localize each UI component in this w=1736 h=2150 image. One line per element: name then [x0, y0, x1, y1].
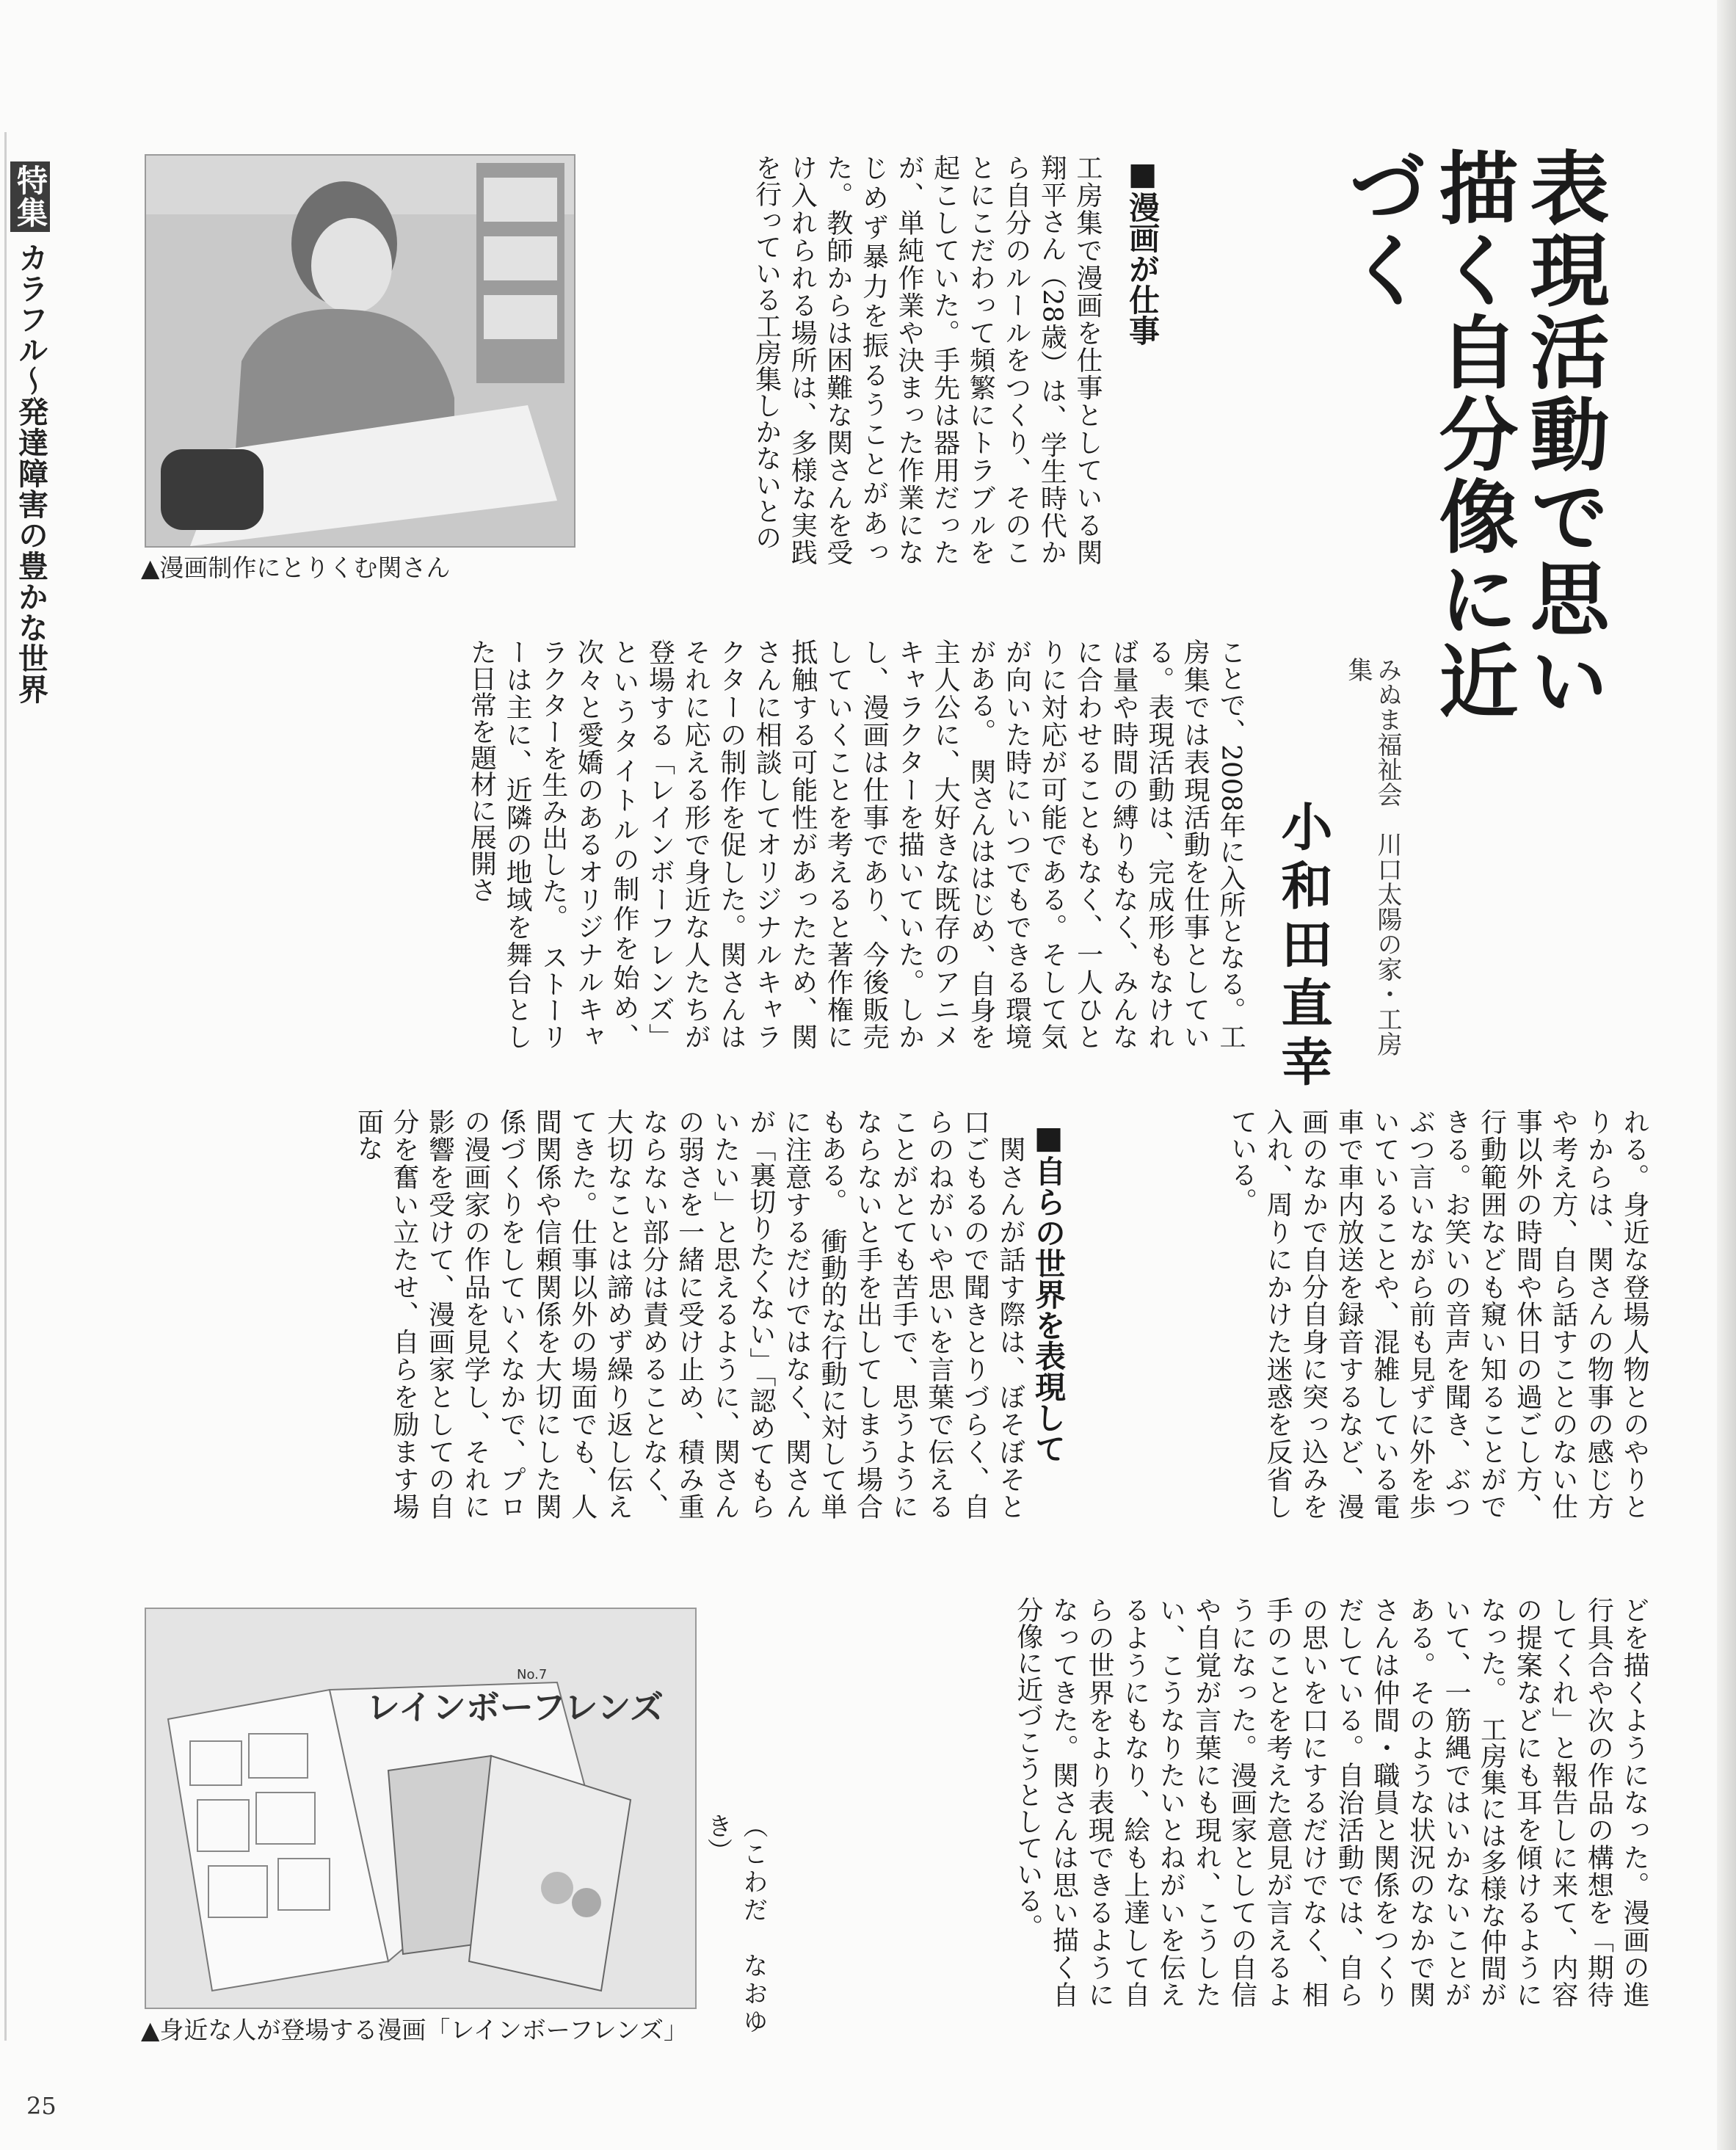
photo-artist-illustration [146, 156, 574, 546]
comic-issue-number: No.7 [517, 1667, 548, 1682]
author-organization: みぬま福祉会 川口太陽の家・工房集 [1343, 657, 1402, 1056]
body-column-2: ことで、2008年に入所となる。工房集では表現活動を仕事としている。表現活動は、完成形もなければ量や時間の縛りもなく、みんなに合わせることもなく、一人ひとりに対応が可能である。そして気が向いた時にいつでもできる環境がある。 関さんははじめ、自身を主人公に、大好きな既存のアニメキャラクターを描いていた。しかし、漫画は仕事であり、今後販売していくことを考えると著作権に抵触する可能性があったため、関さんに相談してオリジナルキャラクターの制作を促した。関さんはそれに応える形で身近な人たちが登場する「レインボーフレンズ」というタイトルの制作を始め、次々と愛嬌のあるオリジナルキャラクターを生み出した。 ストーリーは主に、近隣の地域を舞台とした日常を題材に展開さ [466, 639, 1246, 1050]
body-column-3b: 関さんが話す際は、ぼそぼそと口ごもるので聞きとりづらく、自らのねがいや思いを言葉で伝えることがとても苦手で、思うようにならないと手を出してしまう場合もある。 衝動的な行動に対して単に注意するだけではなく、関さんが「裏切りたくない」「認めてもらいたい」と思えるように、関さんの弱さを一緒に受け止め、積み重ならない部分は責めることなく、大切なことは諦めず繰り返し伝えてきた。仕事以外の場面でも、人間関係や信頼関係を大切にした関係づくりをしていくなかで、プロの漫画家の作品を見学し、それに影響を受けて、漫画家としての自分を奮い立たせ、自らを励ます場面な [353, 1108, 1025, 1519]
body-column-3a: れる。身近な登場人物とのやりとりからは、関さんの物事の感じ方や考え方、自ら話すことのない仕事以外の時間や休日の過ごし方、行動範囲なども窺い知ることができる。お笑いの音声を聞き、ぶつぶつ言いながら前も見ずに外を歩いていることや、混雑している電車で車内放送を録音するなど、漫画のなかで自分自身に突っ込みを入れ、周りにかけた迷惑を反省している。 [1227, 1108, 1649, 1519]
photo-artist-drawing [145, 154, 575, 548]
article-title: 表現活動で思い描く自分像に近づく [1334, 147, 1608, 722]
section-heading-manga: ■漫画が仕事 [1125, 156, 1161, 346]
page-number: 25 [26, 2092, 57, 2120]
body-column-4: どを描くようになった。漫画の進行具合や次の作品の構想を「期待してくれ」と報告しに来て、内容の提案などにも耳を傾けるようになった。 工房集には多様な仲間がいて、一筋縄ではいかないことがある。そのような状況のなかで関さんは仲間・職員と関係をつくりだしている。自治活動では、自らの思いを口にするだけでなく、相手のことを考えた意見が言えるようになった。漫画家としての自信や自覚が言葉にも現れ、こうしたい、こうなりたいとねがいを伝えるようにもなり、絵も上達して自らの世界をより表現できるようになってきた。関さんは思い描く自分像に近づこうとしている。 [1012, 1597, 1649, 2008]
photo-comic-books [145, 1608, 697, 2009]
comic-cover-title: レインボーフレンズ [366, 1688, 664, 1727]
section-heading-own-world: ■自らの世界を表現して [1031, 1119, 1067, 1464]
photo2-caption: ▲身近な人が登場する漫画「レインボーフレンズ」 [141, 2016, 688, 2044]
body-column-1: 工房集で漫画を仕事としている関翔平さん（28歳）は、学生時代から自分のルールをつくり、そのことにこだわって頻繁にトラブルを起こしていた。手先は器用だったが、単純作業や決まった作業になじめず暴力を振るうことがあった。教師からは困難な関さんを受け入れられる場所は、多様な実践を行っている工房集しかないとの [751, 154, 1103, 565]
section-tab: 特集 [10, 161, 50, 232]
series-title: カラフル～発達障害の豊かな世界 [13, 242, 48, 705]
photo1-caption: ▲漫画制作にとりくむ関さん [141, 553, 451, 582]
author-reading: （こわだ なおゆき） [702, 1813, 768, 2033]
comic-books-illustration [146, 1609, 695, 2008]
margin-rule [4, 132, 7, 2041]
author-name: 小和田直幸 [1273, 800, 1333, 1094]
page-edge [1717, 0, 1736, 2150]
